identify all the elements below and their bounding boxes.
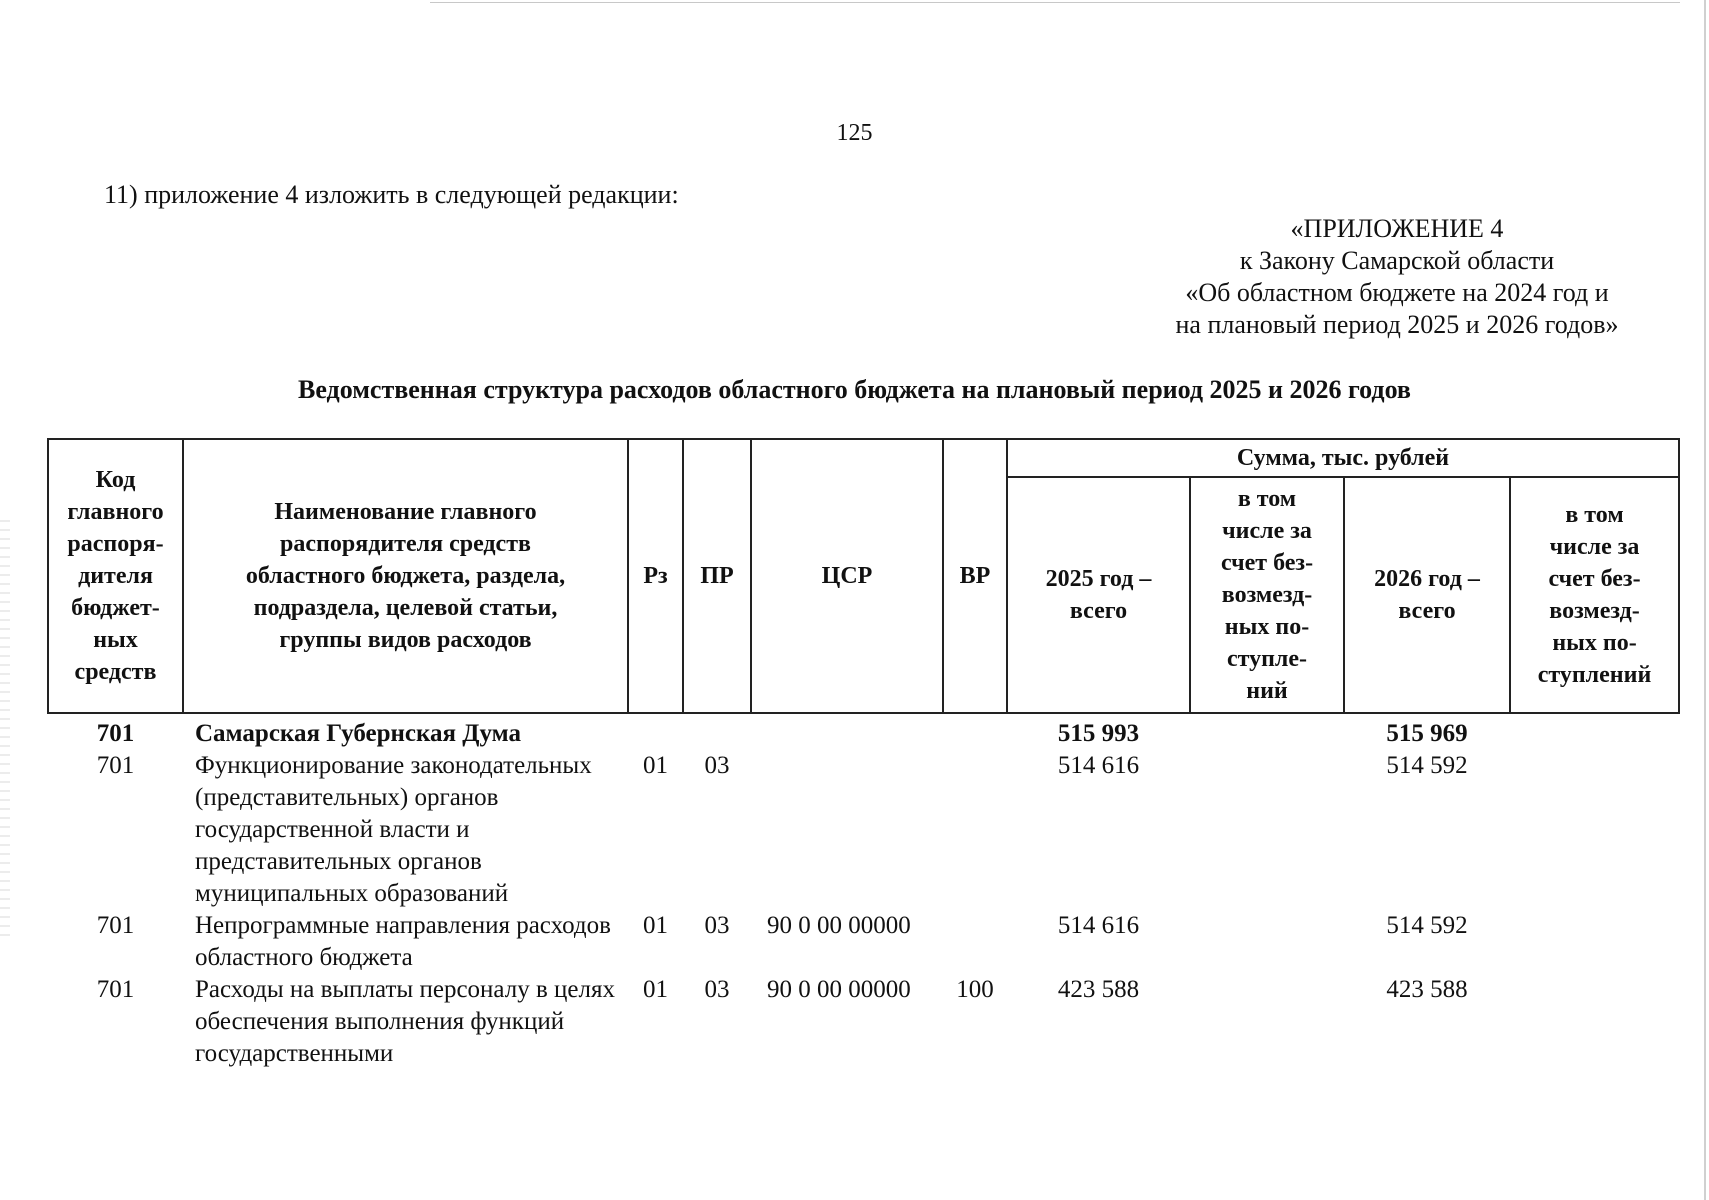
cell-vr: 100 [956, 976, 994, 1003]
header-vr: ВР [943, 439, 1007, 713]
cell-rz: 01 [643, 752, 668, 779]
header-2025-grants: в том числе за счет без-возмезд-ных по-ступле-ний [1190, 477, 1344, 713]
table-header [48, 439, 1679, 713]
page-number: 125 [836, 120, 873, 146]
cell-pr: 03 [704, 912, 730, 939]
budget-table [47, 438, 1680, 1070]
scan-artifact-right [1704, 0, 1706, 1200]
table-row [48, 713, 1679, 750]
cell-name: Функционирование законодательных (представительных) органов государственной власти и представительных органов муниципальных образований [195, 752, 592, 907]
cell-vr [943, 713, 1007, 750]
appendix-block [1137, 213, 1657, 341]
cell-code: 701 [96, 976, 135, 1003]
cell-name: Самарская Губернская Дума [195, 720, 522, 747]
table-body [48, 713, 1679, 1070]
appendix-line: к Закону Самарской области [1239, 246, 1555, 275]
table-row [48, 910, 1679, 974]
header-rz: Рз [628, 439, 683, 713]
scan-artifact-left [0, 520, 10, 940]
table-row [48, 974, 1679, 1070]
cell-csr: 90 0 00 00000 [767, 912, 911, 939]
cell-code: 701 [96, 720, 135, 747]
cell-2026-grants [1510, 910, 1679, 974]
cell-2025-total: 514 616 [1057, 752, 1140, 779]
cell-csr [751, 750, 943, 910]
cell-rz: 01 [643, 912, 668, 939]
header-2025-total: 2025 год – всего [1007, 477, 1190, 713]
table-row [48, 750, 1679, 910]
amendment-line: 11) приложение 4 изложить в следующей редакции: [104, 180, 679, 209]
cell-csr: 90 0 00 00000 [767, 976, 911, 1003]
cell-2026-grants [1510, 974, 1679, 1070]
cell-2025-total: 423 588 [1057, 976, 1140, 1003]
header-2026-total: 2026 год – всего [1344, 477, 1510, 713]
header-2026-grants: в том числе за счет без-возмезд-ных по-ступлений [1510, 477, 1679, 713]
cell-vr [943, 750, 1007, 910]
cell-2026-grants [1510, 750, 1679, 910]
scan-artifact-top [430, 2, 1680, 3]
cell-2026-grants [1510, 713, 1679, 750]
appendix-line: на плановый период 2025 и 2026 годов» [1175, 310, 1619, 339]
cell-pr [683, 713, 751, 750]
cell-name: Расходы на выплаты персоналу в целях обеспечения выполнения функций государственными [195, 976, 615, 1067]
cell-2026-total: 423 588 [1386, 976, 1468, 1003]
header-name: Наименование главного распорядителя средств областного бюджета, раздела, подраздела, целевой статьи, группы видов расходов [183, 439, 628, 713]
cell-rz [628, 713, 683, 750]
header-code: Код главного распоря-дителя бюджет-ных средств [48, 439, 183, 713]
cell-2025-total: 514 616 [1057, 912, 1140, 939]
cell-csr [751, 713, 943, 750]
cell-2025-grants [1190, 713, 1344, 750]
cell-vr [943, 910, 1007, 974]
cell-2025-grants [1190, 910, 1344, 974]
document-title: Ведомственная структура расходов областного бюджета на плановый период 2025 и 2026 годов [298, 375, 1411, 404]
cell-code: 701 [96, 912, 135, 939]
header-pr: ПР [683, 439, 751, 713]
header-sum: Сумма, тыс. рублей [1007, 439, 1679, 477]
cell-2025-grants [1190, 750, 1344, 910]
header-csr: ЦСР [751, 439, 943, 713]
cell-2025-total: 515 993 [1057, 720, 1140, 747]
cell-2026-total: 514 592 [1386, 912, 1468, 939]
cell-pr: 03 [704, 752, 730, 779]
cell-2026-total: 514 592 [1386, 752, 1468, 779]
cell-rz: 01 [643, 976, 668, 1003]
cell-pr: 03 [704, 976, 730, 1003]
cell-2026-total: 515 969 [1386, 720, 1468, 747]
cell-2025-grants [1190, 974, 1344, 1070]
cell-name: Непрограммные направления расходов областного бюджета [195, 912, 611, 971]
cell-code: 701 [96, 752, 135, 779]
appendix-line: «Об областном бюджете на 2024 год и [1185, 278, 1609, 307]
appendix-line: «ПРИЛОЖЕНИЕ 4 [1290, 214, 1504, 243]
